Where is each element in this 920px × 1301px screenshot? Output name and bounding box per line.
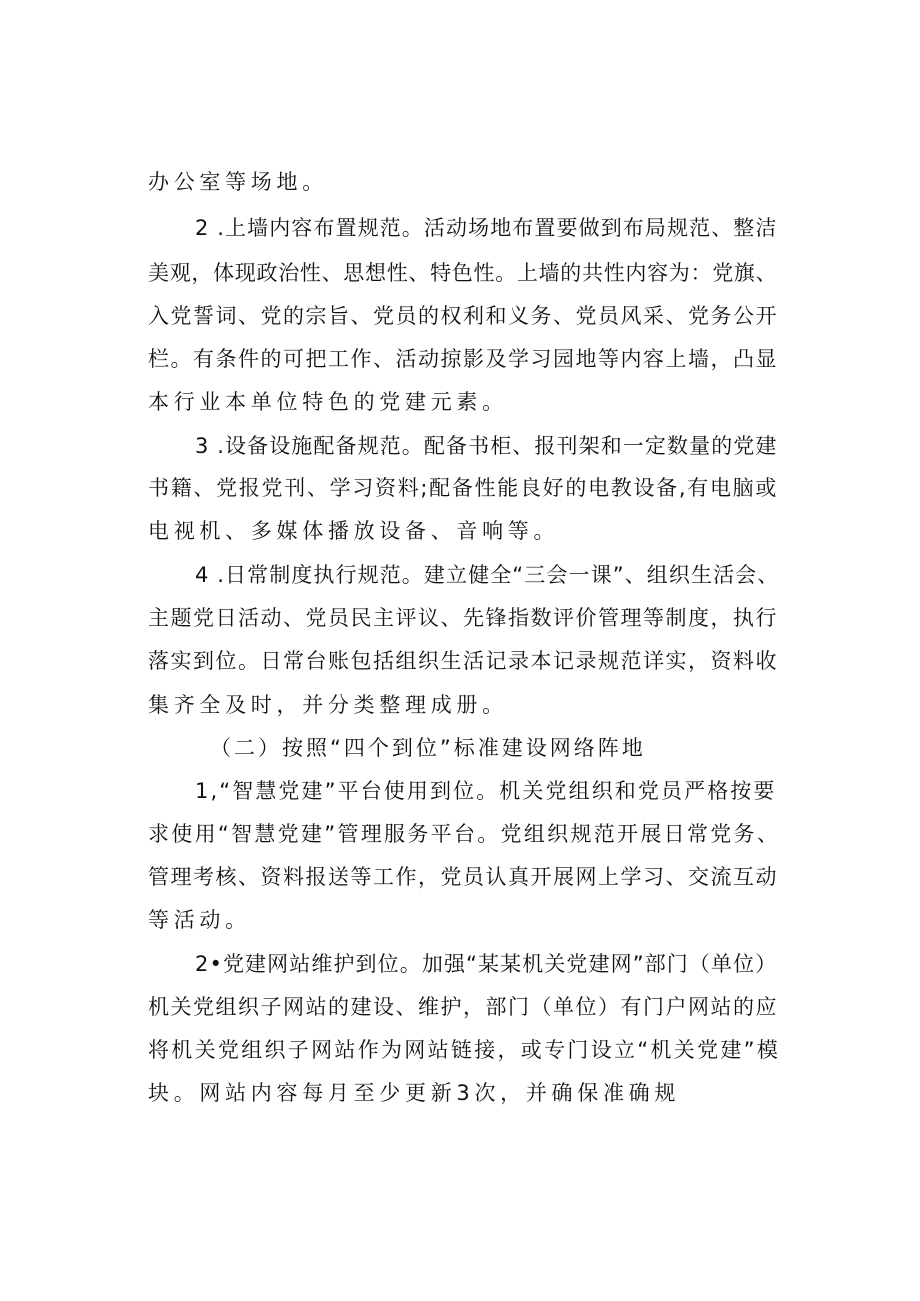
- text-line-3: 美观，体现政治性、思想性、特色性。上墙的共性内容为：党旗、: [148, 261, 778, 285]
- text-line-11: 主题党日活动、党员民主评议、先锋指数评价管理等制度，执行: [148, 606, 778, 630]
- section-heading: （二）按照“四个到位”标准建设网络阵地: [210, 736, 646, 760]
- text-line-10: 4 .日常制度执行规范。建立健全“三会一课”、组织生活会、: [195, 563, 780, 587]
- text-line-4: 入党誓词、党的宗旨、党员的权利和义务、党员风采、党务公开: [148, 304, 778, 328]
- text-line-21: 将机关党组织子网站作为网站链接，或专门设立“机关党建”模: [148, 1038, 781, 1062]
- text-line-18: 等活动。: [148, 908, 251, 932]
- text-line-19: 2•党建网站维护到位。加强“某某机关党建网”部门（单位）: [195, 952, 778, 976]
- text-line-8: 书籍、党报党刊、学习资料;配备性能良好的电教设备,有电脑或: [148, 476, 779, 500]
- text-line-13: 集齐全及时，并分类整理成册。: [148, 693, 508, 717]
- text-line-2: 2 .上墙内容布置规范。活动场地布置要做到布局规范、整洁: [195, 216, 778, 240]
- text-line-16: 求使用“智慧党建”管理服务平台。党组织规范开展日常党务、: [148, 822, 781, 846]
- text-line-12: 落实到位。日常台账包括组织生活记录本记录规范详实，资料收: [148, 649, 778, 673]
- text-line-22: 块。网站内容每月至少更新3次，并确保准确规: [148, 1081, 681, 1105]
- text-line-9: 电视机、多媒体播放设备、音响等。: [148, 519, 560, 543]
- text-line-17: 管理考核、资料报送等工作，党员认真开展网上学习、交流互动: [148, 865, 778, 889]
- text-line-5: 栏。有条件的可把工作、活动掠影及学习园地等内容上墙，凸显: [148, 347, 778, 371]
- text-line-1: 办公室等场地。: [148, 170, 328, 194]
- text-line-20: 机关党组织子网站的建设、维护，部门（单位）有门户网站的应: [148, 995, 778, 1019]
- text-line-15: 1,“智慧党建”平台使用到位。机关党组织和党员严格按要: [195, 779, 777, 803]
- text-line-7: 3 .设备设施配备规范。配备书柜、报刊架和一定数量的党建: [195, 434, 778, 458]
- text-line-6: 本行业本单位特色的党建元素。: [148, 390, 508, 414]
